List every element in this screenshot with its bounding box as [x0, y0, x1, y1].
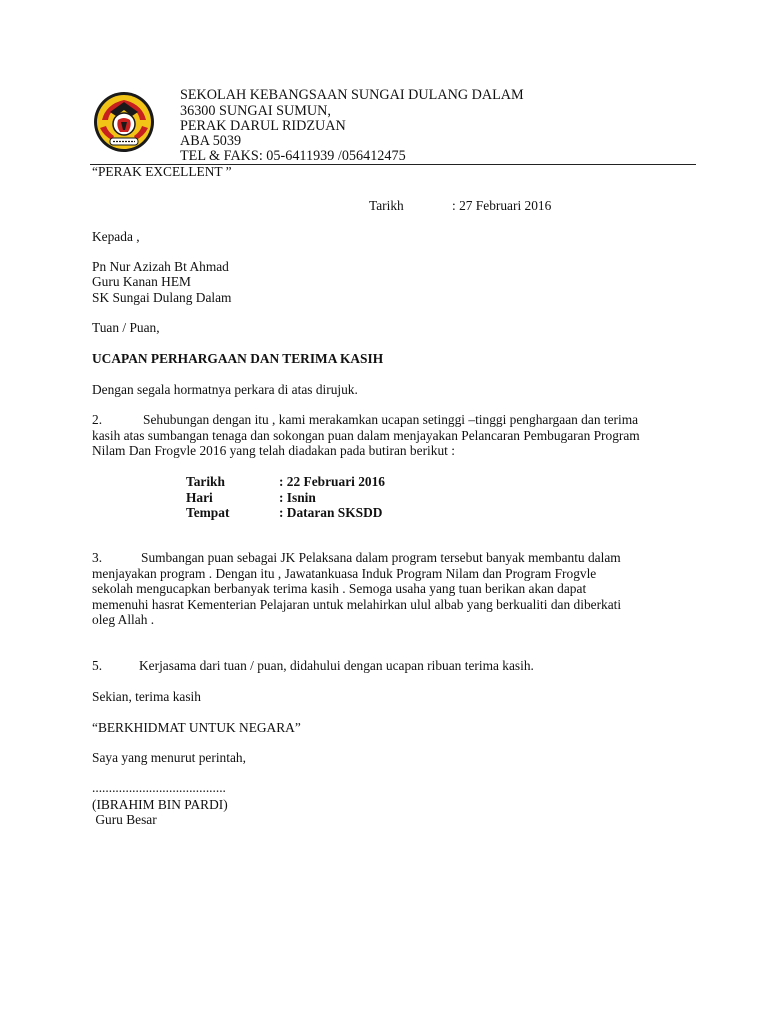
para-5-text: Kerjasama dari tuan / puan, didahului dengan ucapan ribuan terima kasih.	[139, 658, 534, 673]
recipient-to: Kepada ,	[92, 229, 140, 244]
school-crest-logo	[92, 90, 156, 154]
detail-value-date: : 22 Februari 2016	[279, 474, 385, 489]
phone-fax: TEL & FAKS: 05-6411939 /056412475	[180, 148, 406, 164]
para-3-number: 3.	[92, 550, 103, 565]
detail-value-venue: : Dataran SKSDD	[279, 505, 383, 520]
date-label: Tarikh	[369, 198, 404, 213]
date-value: : 27 Februari 2016	[452, 198, 552, 213]
sign-off: Saya yang menurut perintah,	[92, 750, 246, 765]
subject-heading: UCAPAN PERHARGAAN DAN TERIMA KASIH	[92, 351, 384, 366]
para-3-line-1: Sumbangan puan sebagai JK Pelaksana dalam program tersebut banyak membantu dalam	[141, 550, 621, 565]
signature-line: ........................................	[92, 780, 226, 795]
greeting: Tuan / Puan,	[92, 320, 160, 335]
para-3-line-4: memenuhi hasrat Kementerian Pelajaran untuk melahirkan ulul albab yang berkualiti dan diberkati	[92, 597, 622, 612]
detail-label-venue: Tempat	[186, 505, 230, 520]
detail-label-date: Tarikh	[186, 474, 225, 489]
closing: Sekian, terima kasih	[92, 689, 201, 704]
detail-value-day: : Isnin	[279, 490, 316, 505]
school-code: ABA 5039	[180, 133, 242, 149]
para-3-line-2: menjayakan program . Dengan itu , Jawatankuasa Induk Program Nilam dan Program Frogvle	[92, 566, 597, 581]
para-3-line-3: sekolah mengucapkan berbanyak terima kasih . Semoga usaha yang tuan berikan akan dapat	[92, 581, 587, 596]
signatory-title: Guru Besar	[92, 812, 157, 827]
detail-label-day: Hari	[186, 490, 213, 505]
motto: “PERAK EXCELLENT ”	[92, 164, 232, 179]
para-5-number: 5.	[92, 658, 103, 673]
address-line-2: PERAK DARUL RIDZUAN	[180, 118, 346, 134]
recipient-name: Pn Nur Azizah Bt Ahmad	[92, 259, 229, 274]
intro-paragraph: Dengan segala hormatnya perkara di atas dirujuk.	[92, 382, 358, 397]
recipient-position: Guru Kanan HEM	[92, 274, 191, 289]
para-2-line-2: kasih atas sumbangan tenaga dan sokongan puan dalam menjayakan Pelancaran Pembugaran Program	[92, 428, 640, 443]
para-2-line-1: Sehubungan dengan itu , kami merakamkan ucapan setinggi –tinggi penghargaan dan terima	[143, 412, 639, 427]
recipient-school: SK Sungai Dulang Dalam	[92, 290, 232, 305]
address-line-1: 36300 SUNGAI SUMUN,	[180, 103, 331, 119]
para-3-line-5: oleg Allah .	[92, 612, 155, 627]
para-2-number: 2.	[92, 412, 103, 427]
school-name: SEKOLAH KEBANGSAAN SUNGAI DULANG DALAM	[180, 87, 524, 103]
signatory-name: (IBRAHIM BIN PARDI)	[92, 797, 228, 812]
para-2-line-3: Nilam Dan Frogvle 2016 yang telah diadakan pada butiran berikut :	[92, 443, 455, 458]
slogan: “BERKHIDMAT UNTUK NEGARA”	[92, 720, 301, 735]
